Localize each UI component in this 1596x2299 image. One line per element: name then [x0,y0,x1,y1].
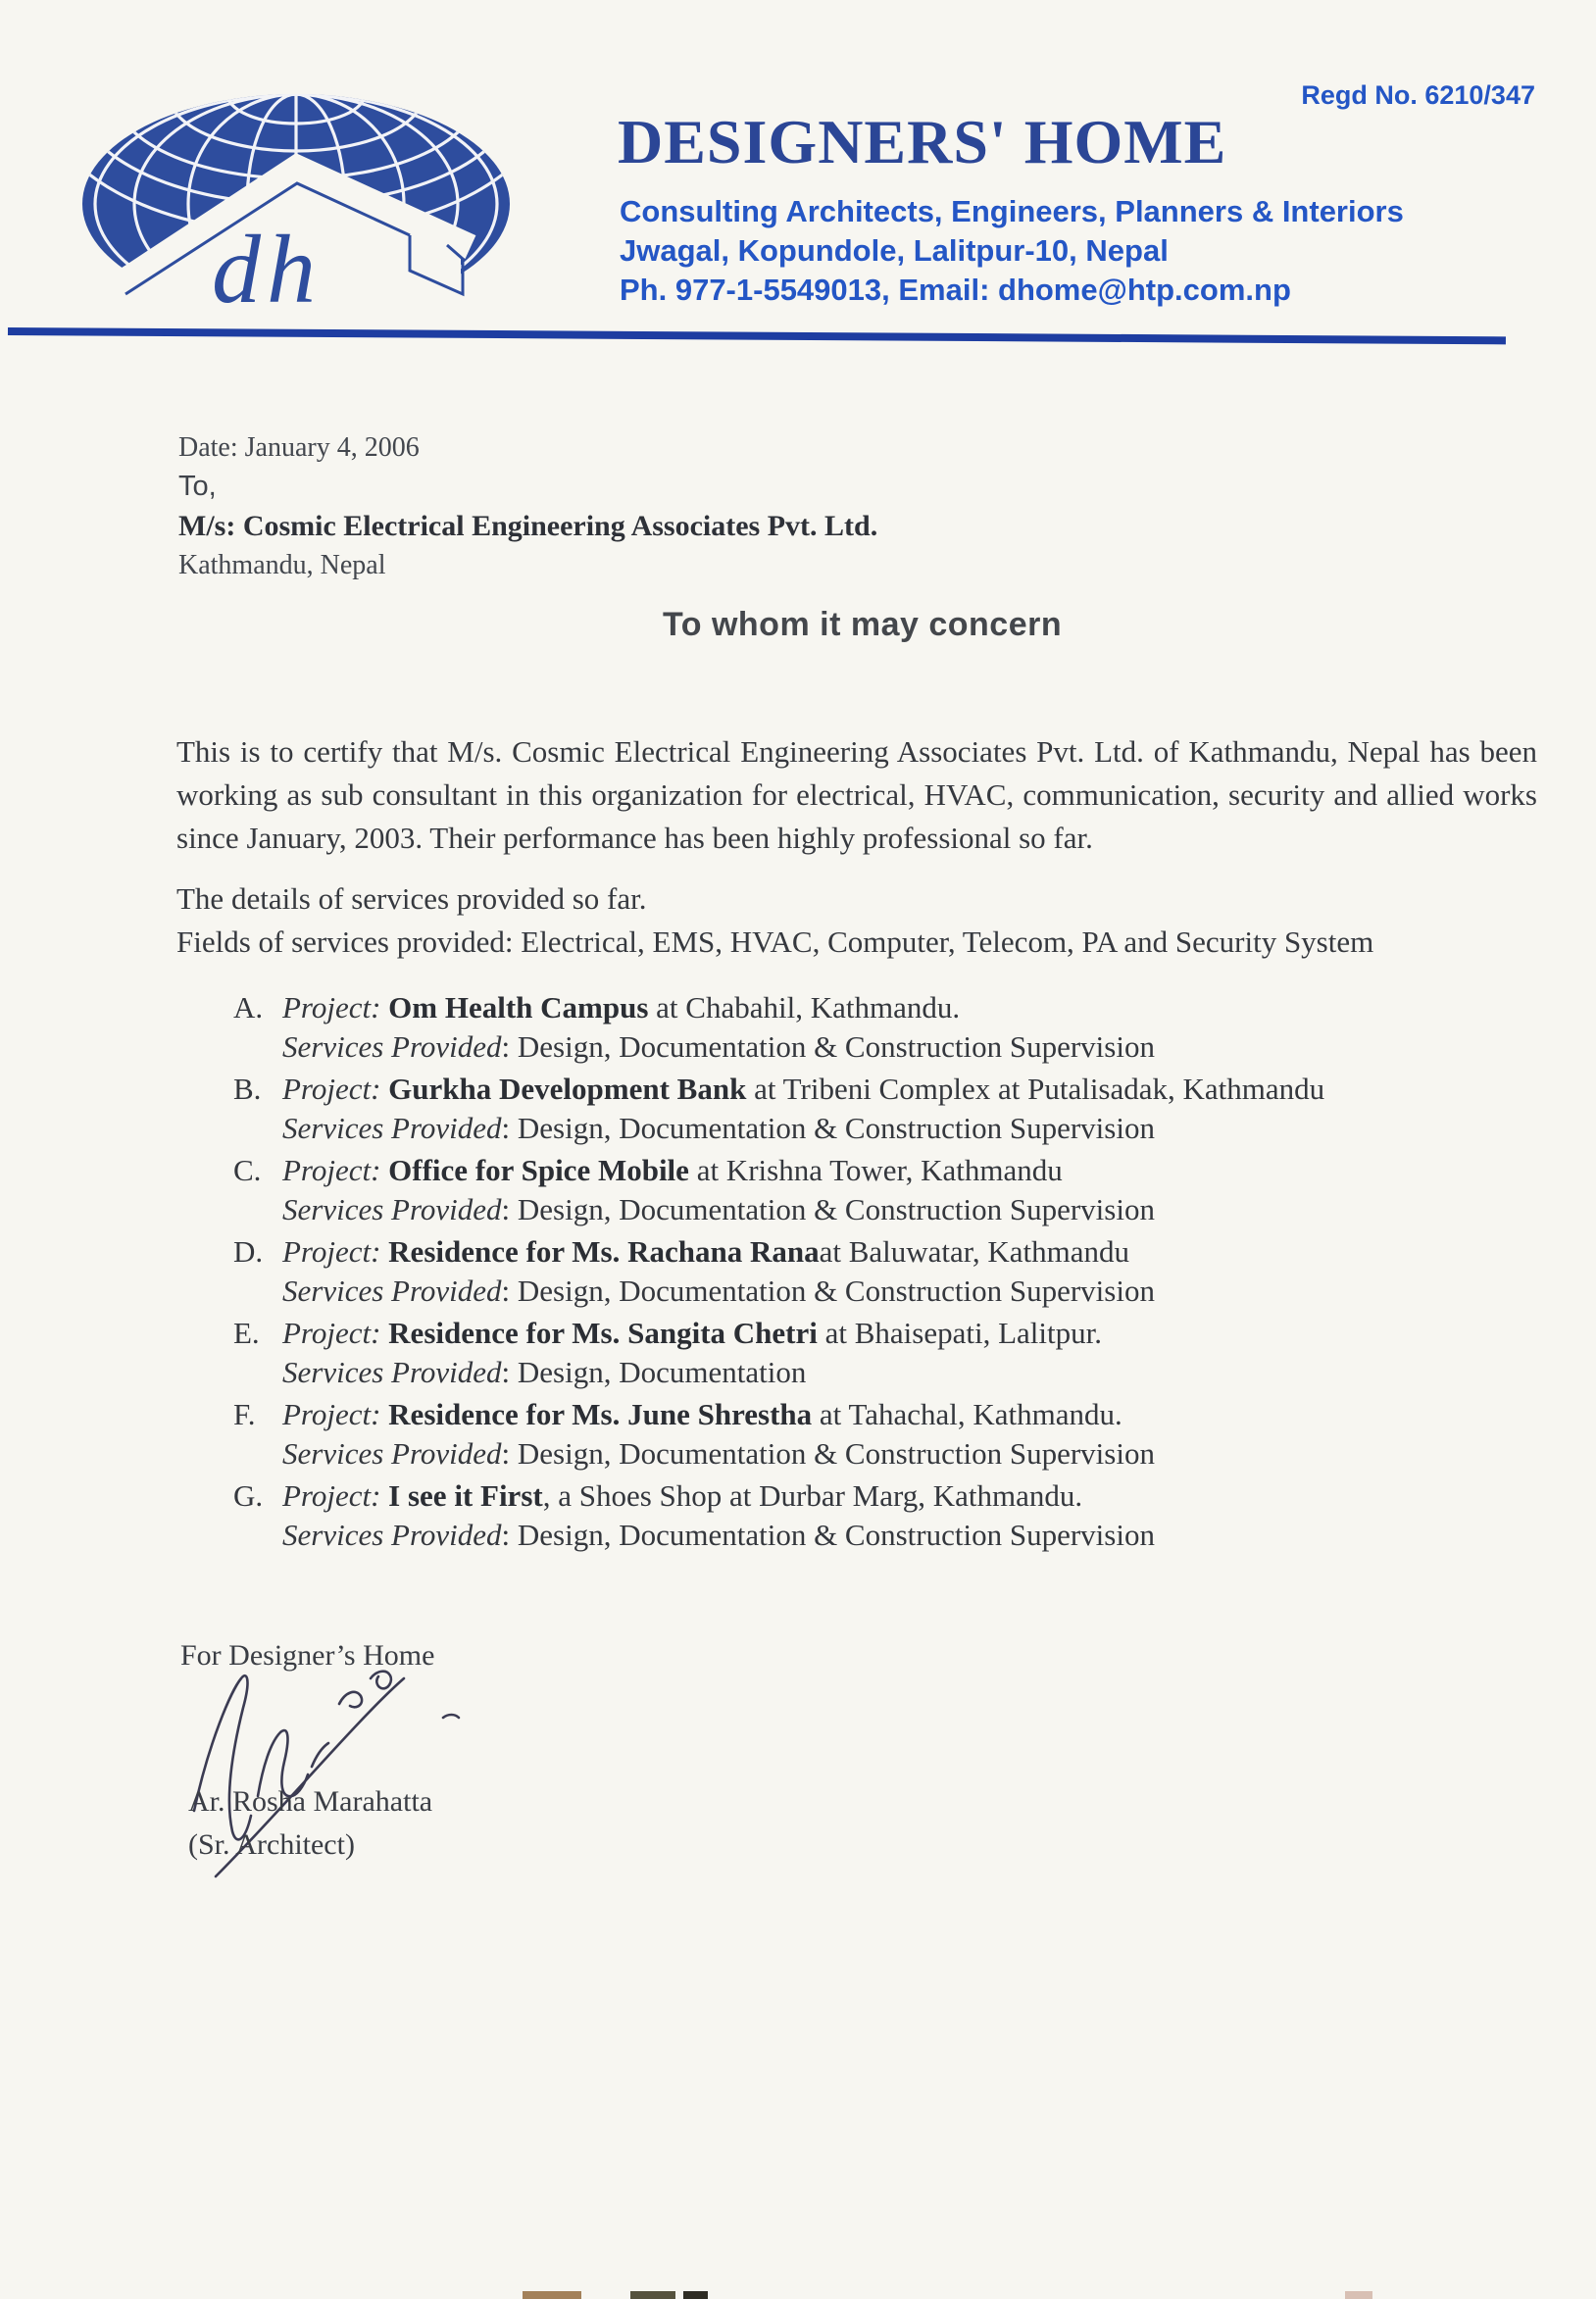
subject-line: To whom it may concern [663,606,1063,643]
project-item [233,1395,1488,1474]
company-name: DESIGNERS' HOME [618,107,1227,176]
scan-artifact [683,2291,708,2299]
project-label: Project: [282,1397,389,1431]
project-letter: E. [233,1316,260,1350]
project-line [282,1476,1488,1516]
project-item [233,1476,1488,1555]
signatory-block [188,1780,432,1867]
scan-artifact [630,2291,675,2299]
fields-line: Fields of services provided: Electrical, EMS, HVAC, Computer, Telecom, PA and Security System [176,925,1374,959]
services-value: : Design, Documentation & Construction Supervision [501,1192,1155,1226]
project-item [233,1314,1488,1392]
services-value: : Design, Documentation [501,1355,807,1389]
services-value: : Design, Documentation & Construction Supervision [501,1518,1155,1552]
project-label: Project: [282,1153,389,1187]
services-line [282,1434,1488,1474]
project-letter: B. [233,1072,262,1106]
project-name: Residence for Ms. June Shrestha [388,1397,813,1431]
services-line [282,1190,1488,1229]
body-paragraph: This is to certify that M/s. Cosmic Electrical Engineering Associates Pvt. Ltd. of Kathmandu, Nepal has been working as sub consultant in this organization for electrical, HVAC, communication, security and allied works since January, 2003. Their performance has been highly professional so far. [176,734,1537,855]
project-line [282,1232,1488,1272]
project-name: Gurkha Development Bank [388,1072,747,1106]
project-label: Project: [282,1234,389,1269]
project-name: I see it First [388,1478,543,1513]
project-letter: A. [233,990,264,1025]
project-item [233,1070,1488,1148]
signatory-name: Ar. Rosha Marahatta [188,1785,433,1818]
project-line [282,1151,1488,1190]
project-letter: F. [233,1397,256,1431]
recipient-name: M/s: Cosmic Electrical Engineering Associates Pvt. Ltd. [178,510,878,542]
company-tagline: Consulting Architects, Engineers, Planners & Interiors [620,194,1404,228]
project-name: Residence for Ms. Sangita Chetri [388,1316,818,1350]
project-line [282,1314,1488,1353]
details-intro: The details of services provided so far. [176,881,647,916]
company-details [620,192,1404,310]
project-location: at Krishna Tower, Kathmandu [688,1153,1063,1187]
project-line [282,988,1488,1027]
services-line [282,1027,1488,1067]
services-label: Services Provided [282,1436,502,1471]
company-contact: Ph. 977-1-5549013, Email: dhome@htp.com.np [620,273,1291,307]
project-label: Project: [282,1316,389,1350]
services-intro-block [176,877,1373,964]
services-line [282,1516,1488,1555]
date-line: Date: January 4, 2006 [178,432,420,463]
project-label: Project: [282,1478,389,1513]
project-letter: C. [233,1153,262,1187]
services-value: : Design, Documentation & Construction Supervision [501,1029,1155,1064]
project-location: at Tribeni Complex at Putalisadak, Kathmandu [746,1072,1325,1106]
project-location: at Bhaisepati, Lalitpur. [817,1316,1102,1350]
project-location: , a Shoes Shop at Durbar Marg, Kathmandu. [542,1478,1083,1513]
project-label: Project: [282,1072,389,1106]
logo-monogram: dh [212,215,322,324]
designers-home-logo [67,82,535,335]
project-item [233,1232,1488,1311]
company-address: Jwagal, Kopundole, Lalitpur-10, Nepal [620,233,1169,268]
services-line [282,1109,1488,1148]
services-value: : Design, Documentation & Construction Supervision [501,1111,1155,1145]
registration-number: Regd No. 6210/347 [1301,80,1535,110]
project-location: at Chabahil, Kathmandu. [648,990,961,1025]
project-line [282,1395,1488,1434]
project-name: Om Health Campus [388,990,649,1025]
services-line [282,1272,1488,1311]
services-label: Services Provided [282,1029,502,1064]
services-label: Services Provided [282,1274,502,1308]
project-item [233,1151,1488,1229]
scan-artifact [1345,2291,1372,2299]
services-label: Services Provided [282,1111,502,1145]
scan-artifact [523,2291,581,2299]
project-letter: D. [233,1234,264,1269]
project-location: at Baluwatar, Kathmandu [819,1234,1130,1269]
address-block [178,429,877,584]
project-label: Project: [282,990,389,1025]
services-value: : Design, Documentation & Construction Supervision [501,1274,1155,1308]
services-label: Services Provided [282,1192,502,1226]
services-line [282,1353,1488,1392]
services-label: Services Provided [282,1518,502,1552]
signatory-title: (Sr. Architect) [188,1828,355,1861]
project-name: Residence for Ms. Rachana Rana [388,1234,820,1269]
header-divider [8,327,1506,344]
project-line [282,1070,1488,1109]
project-location: at Tahachal, Kathmandu. [812,1397,1122,1431]
project-letter: G. [233,1478,264,1513]
services-value: : Design, Documentation & Construction Supervision [501,1436,1155,1471]
projects-list [233,988,1488,1558]
services-label: Services Provided [282,1355,502,1389]
project-name: Office for Spice Mobile [388,1153,689,1187]
salutation: To, [178,471,217,502]
closing-line: For Designer’s Home [180,1639,435,1672]
recipient-city: Kathmandu, Nepal [178,550,386,580]
project-item [233,988,1488,1067]
